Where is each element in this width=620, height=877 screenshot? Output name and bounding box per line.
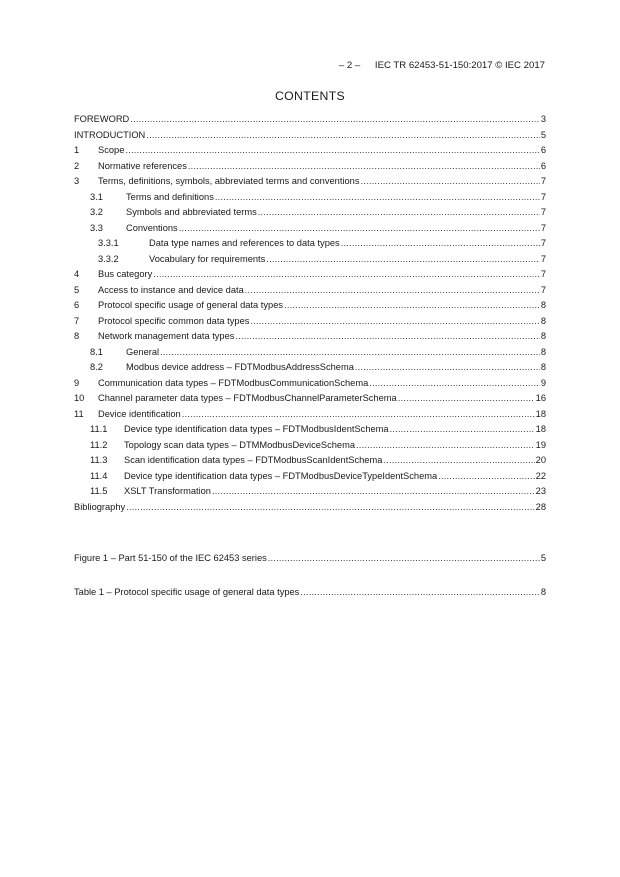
toc-entry-page: 3 [540, 114, 546, 124]
dot-leader [268, 551, 540, 567]
table-of-contents [74, 112, 546, 515]
toc-entry[interactable] [74, 190, 546, 206]
toc-entry-page: 22 [535, 470, 546, 481]
toc-entry-number: 3.2 [90, 207, 103, 217]
toc-entry-number: 2 [74, 160, 80, 171]
dot-leader [182, 407, 535, 423]
toc-entry-number: 4 [74, 269, 80, 279]
toc-entry-page: 18 [535, 408, 546, 419]
toc-entry[interactable] [74, 407, 546, 423]
dot-leader [153, 267, 540, 283]
toc-entry[interactable] [74, 174, 546, 190]
contents-title: CONTENTS [274, 89, 346, 103]
toc-entry-page: 8 [540, 587, 546, 597]
dot-leader [284, 298, 540, 314]
toc-entry-number: 5 [74, 284, 80, 295]
dot-leader [398, 391, 535, 407]
toc-entry[interactable] [74, 236, 546, 252]
toc-entry[interactable] [74, 267, 546, 283]
toc-entry-title: Figure 1 – Part 51-150 of the IEC 62453 series [74, 553, 267, 563]
list-of-tables [74, 585, 546, 601]
list-of-figures [74, 551, 546, 567]
toc-entry-page: 8 [540, 346, 546, 357]
toc-entry-page: 7 [540, 238, 546, 248]
toc-entry[interactable] [74, 484, 546, 500]
figure-entry[interactable] [74, 551, 546, 567]
toc-entry-title: Device type identification data types – FDTModbusDeviceTypeIdentSchema [124, 470, 438, 481]
toc-entry-page: 8 [540, 300, 546, 310]
toc-entry-page: 8 [540, 331, 546, 341]
toc-entry[interactable] [74, 252, 546, 268]
toc-entry-page: 7 [540, 269, 546, 279]
toc-entry-page: 7 [540, 191, 546, 202]
toc-entry-title: Bibliography [74, 501, 126, 512]
toc-entry-number: 11.3 [90, 455, 108, 465]
dot-leader [266, 252, 540, 268]
toc-entry-title: Data type names and references to data types [149, 238, 340, 248]
toc-entry-page: 6 [540, 160, 546, 171]
toc-entry-number: 8.2 [90, 362, 103, 372]
toc-entry[interactable] [74, 500, 546, 516]
toc-entry-page: 7 [540, 176, 546, 186]
toc-entry-number: 11 [74, 408, 84, 419]
toc-entry-title: Terms, definitions, symbols, abbreviated terms and conventions [98, 176, 360, 186]
dot-leader [130, 112, 540, 128]
toc-entry[interactable] [74, 298, 546, 314]
toc-entry-page: 6 [540, 145, 546, 155]
toc-entry-title: Symbols and abbreviated terms [126, 207, 257, 217]
dot-leader [215, 190, 540, 206]
toc-entry-number: 8.1 [90, 346, 103, 357]
toc-entry-page: 8 [540, 315, 546, 326]
toc-entry-title: Normative references [98, 160, 187, 171]
dot-leader [356, 438, 535, 454]
toc-entry-title: Table 1 – Protocol specific usage of general data types [74, 587, 300, 597]
dot-leader [179, 221, 540, 237]
toc-entry-number: 3.3 [90, 222, 103, 233]
toc-entry-page: 7 [540, 284, 546, 295]
toc-entry-number: 6 [74, 300, 80, 310]
toc-entry-title: Protocol specific usage of general data types [98, 300, 284, 310]
toc-entry[interactable] [74, 221, 546, 237]
toc-entry-page: 9 [540, 377, 546, 388]
toc-entry-number: 3.3.1 [98, 238, 119, 248]
toc-entry-title: Vocabulary for requirements [149, 253, 266, 264]
dot-leader [438, 469, 534, 485]
toc-entry-number: 8 [74, 331, 80, 341]
dot-leader [235, 329, 539, 345]
toc-entry-number: 7 [74, 315, 80, 326]
toc-entry-number: 11.4 [90, 470, 108, 481]
toc-entry-title: Scope [98, 145, 125, 155]
toc-entry-page: 7 [540, 253, 546, 264]
toc-entry-title: Device type identification data types – FDTModbusIdentSchema [124, 424, 389, 434]
dot-leader [212, 484, 535, 500]
toc-entry-page: 8 [540, 362, 546, 372]
toc-entry-page: 28 [535, 501, 546, 512]
toc-entry[interactable] [74, 283, 546, 299]
header-document-reference: IEC TR 62453-51-150:2017 © IEC 2017 [374, 60, 545, 71]
toc-entry-number: 3.1 [90, 191, 103, 202]
toc-entry-page: 16 [535, 393, 546, 403]
toc-entry[interactable] [74, 469, 546, 485]
toc-entry-page: 20 [535, 455, 546, 465]
dot-leader [245, 283, 540, 299]
toc-entry-title: Bus category [98, 269, 153, 279]
dot-leader [300, 585, 539, 601]
dot-leader [160, 345, 540, 361]
toc-entry-title: Conventions [126, 222, 178, 233]
toc-entry-number: 11.1 [90, 424, 108, 434]
toc-entry-number: 11.2 [90, 439, 108, 450]
dot-leader [258, 205, 540, 221]
toc-entry-page: 7 [540, 207, 546, 217]
toc-entry-number: 1 [74, 145, 80, 155]
dot-leader [341, 236, 540, 252]
toc-entry[interactable] [74, 453, 546, 469]
dot-leader [355, 360, 540, 376]
dot-leader [250, 314, 539, 330]
toc-entry-title: Topology scan data types – DTMModbusDeviceSchema [124, 439, 355, 450]
dot-leader [369, 376, 540, 392]
toc-entry[interactable] [74, 360, 546, 376]
header-page-number: – 2 – [338, 60, 361, 71]
toc-entry-title: Device identification [98, 408, 181, 419]
toc-entry-title: Channel parameter data types – FDTModbusChannelParameterSchema [98, 393, 397, 403]
dot-leader [390, 422, 535, 438]
dot-leader [126, 500, 534, 516]
toc-entry[interactable] [74, 329, 546, 345]
toc-entry-number: 3.3.2 [98, 253, 119, 264]
toc-entry-page: 7 [540, 222, 546, 233]
toc-entry-number: 3 [74, 176, 80, 186]
dot-leader [383, 453, 534, 469]
toc-entry-title: XSLT Transformation [124, 486, 211, 496]
table-entry[interactable] [74, 585, 546, 601]
dot-leader [146, 128, 540, 144]
toc-entry-title: Modbus device address – FDTModbusAddressSchema [126, 362, 354, 372]
toc-entry-page: 18 [535, 424, 546, 434]
toc-entry-page: 19 [535, 439, 546, 450]
toc-entry[interactable] [74, 391, 546, 407]
dot-leader [125, 143, 539, 159]
toc-entry-title: FOREWORD [74, 114, 130, 124]
toc-entry[interactable] [74, 314, 546, 330]
toc-entry[interactable] [74, 205, 546, 221]
toc-entry-title: INTRODUCTION [74, 129, 146, 140]
toc-entry-title: Protocol specific common data types [98, 315, 250, 326]
toc-entry[interactable] [74, 128, 546, 144]
toc-entry[interactable] [74, 345, 546, 361]
toc-entry[interactable] [74, 422, 546, 438]
toc-entry-number: 9 [74, 377, 80, 388]
toc-entry[interactable] [74, 143, 546, 159]
toc-entry-title: Scan identification data types – FDTModbusScanIdentSchema [124, 455, 383, 465]
toc-entry-title: Access to instance and device data [98, 284, 244, 295]
toc-entry-title: Network management data types [98, 331, 235, 341]
running-header [339, 60, 545, 72]
toc-entry-title: Terms and definitions [126, 191, 214, 202]
dot-leader [188, 159, 540, 175]
toc-entry[interactable] [74, 159, 546, 175]
toc-entry[interactable] [74, 376, 546, 392]
toc-entry[interactable] [74, 438, 546, 454]
toc-entry-number: 11.5 [90, 486, 108, 496]
toc-entry-page: 23 [535, 486, 546, 496]
toc-entry-page: 5 [540, 553, 546, 563]
dot-leader [360, 174, 539, 190]
toc-entry-title: General [126, 346, 160, 357]
toc-entry-number: 10 [74, 393, 85, 403]
toc-entry-title: Communication data types – FDTModbusCommunicationSchema [98, 377, 369, 388]
toc-entry[interactable] [74, 112, 546, 128]
toc-entry-page: 5 [540, 129, 546, 140]
